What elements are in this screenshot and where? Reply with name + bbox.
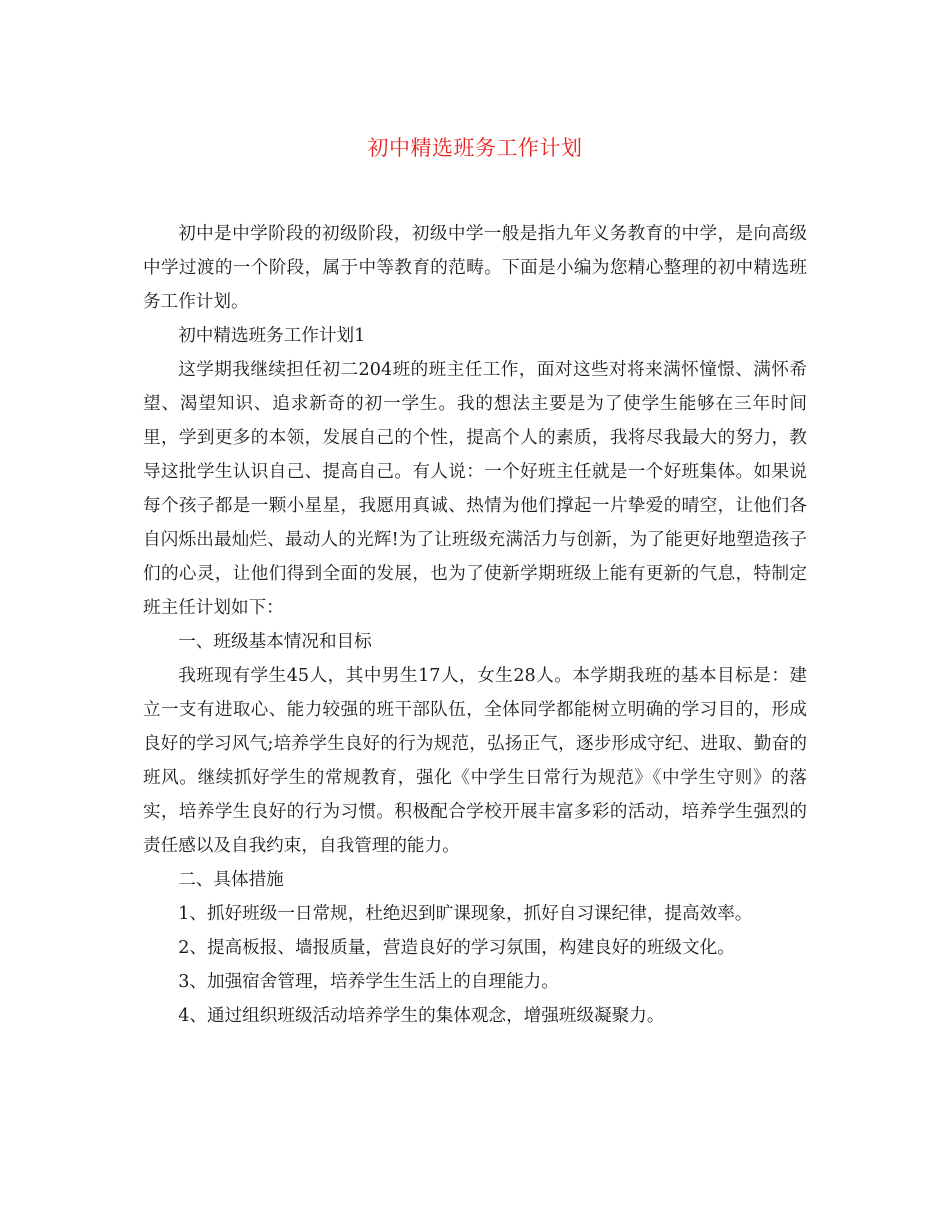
list-item: 3、加强宿舍管理，培养学生生活上的自理能力。 bbox=[178, 972, 559, 992]
section-heading-2: 二、具体措施 bbox=[178, 870, 284, 890]
intro-paragraph: 初中是中学阶段的初级阶段，初级中学一般是指九年义务教育的中学，是向高级中学过渡的一个阶段，属于中等教育的范畴。下面是小编为您精心整理的初中精选班务工作计划。 bbox=[143, 224, 807, 312]
list-item: 2、提高板报、墙报质量，营造良好的学习氛围，构建良好的班级文化。 bbox=[178, 938, 735, 958]
plan-heading: 初中精选班务工作计划1 bbox=[178, 326, 366, 346]
document-body bbox=[143, 217, 807, 1033]
section-heading-1: 一、班级基本情况和目标 bbox=[178, 632, 372, 652]
document-title: 初中精选班务工作计划 bbox=[367, 136, 583, 160]
body-paragraph: 我班现有学生45人，其中男生17人，女生28人。本学期我班的基本目标是：建立一支有进取心、能力较强的班干部队伍，全体同学都能树立明确的学习目的，形成良好的学习风气;培养学生良好的行为规范，弘扬正气，逐步形成守纪、进取、勤奋的班风。继续抓好学生的常规教育，强化《中学生日常行为规范》《中学生守则》的落实，培养学生良好的行为习惯。积极配合学校开展丰富多彩的活动，培养学生强烈的责任感以及自我约束，自我管理的能力。 bbox=[143, 666, 807, 856]
body-paragraph: 这学期我继续担任初二204班的班主任工作，面对这些对将来满怀憧憬、满怀希望、渴望知识、追求新奇的初一学生。我的想法主要是为了使学生能够在三年时间里，学到更多的本领，发展自己的个性，提高个人的素质，我将尽我最大的努力，教导这批学生认识自己、提高自己。有人说：一个好班主任就是一个好班集体。如果说每个孩子都是一颗小星星，我愿用真诚、热情为他们撑起一片挚爱的晴空，让他们各自闪烁出最灿烂、最动人的光辉!为了让班级充满活力与创新，为了能更好地塑造孩子们的心灵，让他们得到全面的发展，也为了使新学期班级上能有更新的气息，特制定班主任计划如下： bbox=[143, 360, 807, 618]
list-item: 4、通过组织班级活动培养学生的集体观念，增强班级凝聚力。 bbox=[178, 1006, 665, 1026]
list-item: 1、抓好班级一日常规，杜绝迟到旷课现象，抓好自习课纪律，提高效率。 bbox=[178, 904, 753, 924]
